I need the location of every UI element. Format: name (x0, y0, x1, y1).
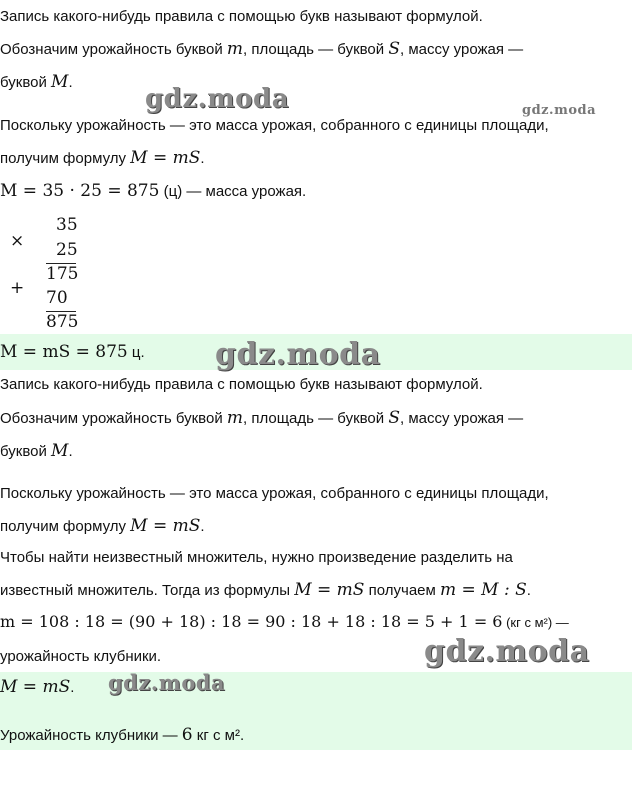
plus-sign: + (10, 278, 25, 298)
partial-2: 70 (46, 288, 68, 308)
product: 875 (46, 312, 79, 332)
text-line: буквой M. (0, 441, 73, 461)
partial-1: 175 (46, 264, 79, 284)
answer-line: Урожайность клубники — 6 кг с м². (0, 725, 245, 745)
text-line: Запись какого-нибудь правила с помощью букв называют формулой. (0, 8, 483, 25)
answer-line: M = mS. (0, 677, 75, 697)
text-line: урожайность клубники. (0, 648, 162, 665)
text-line: Обозначим урожайность буквой m, площадь — буквой S, массу урожая — (0, 39, 524, 59)
times-sign: × (10, 231, 25, 251)
text-line: M = 35 · 25 = 875 (ц) — масса урожая. (0, 181, 307, 201)
text-line: Обозначим урожайность буквой m, площадь — буквой S, массу урожая — (0, 408, 524, 428)
text-line: m = 108 : 18 = (90 + 18) : 18 = 90 : 18 + 18 : 18 = 5 + 1 = 6 (кг с м²) — (0, 612, 569, 631)
factor-b: 25 (56, 240, 78, 260)
watermark: gdz.moda (215, 337, 381, 372)
text-line: буквой M. (0, 72, 73, 92)
text-line: известный множитель. Тогда из формулы M = mS получаем m = M : S. (0, 580, 531, 600)
watermark: gdz.moda (522, 103, 597, 118)
watermark: gdz.moda (424, 634, 590, 669)
text-line: Поскольку урожайность — это масса урожая, собранного с единицы площади, (0, 485, 549, 502)
text-line: Чтобы найти неизвестный множитель, нужно произведение разделить на (0, 549, 513, 566)
text-line: получим формулу M = mS. (0, 148, 205, 168)
text-line: получим формулу M = mS. (0, 516, 205, 536)
factor-a: 35 (56, 215, 78, 235)
text-line: Запись какого-нибудь правила с помощью букв называют формулой. (0, 376, 483, 393)
text-line: Поскольку урожайность — это масса урожая, собранного с единицы площади, (0, 117, 549, 134)
answer-line: M = mS = 875 ц. (0, 342, 145, 362)
watermark: gdz.moda (145, 84, 290, 114)
watermark: gdz.moda (108, 670, 226, 695)
